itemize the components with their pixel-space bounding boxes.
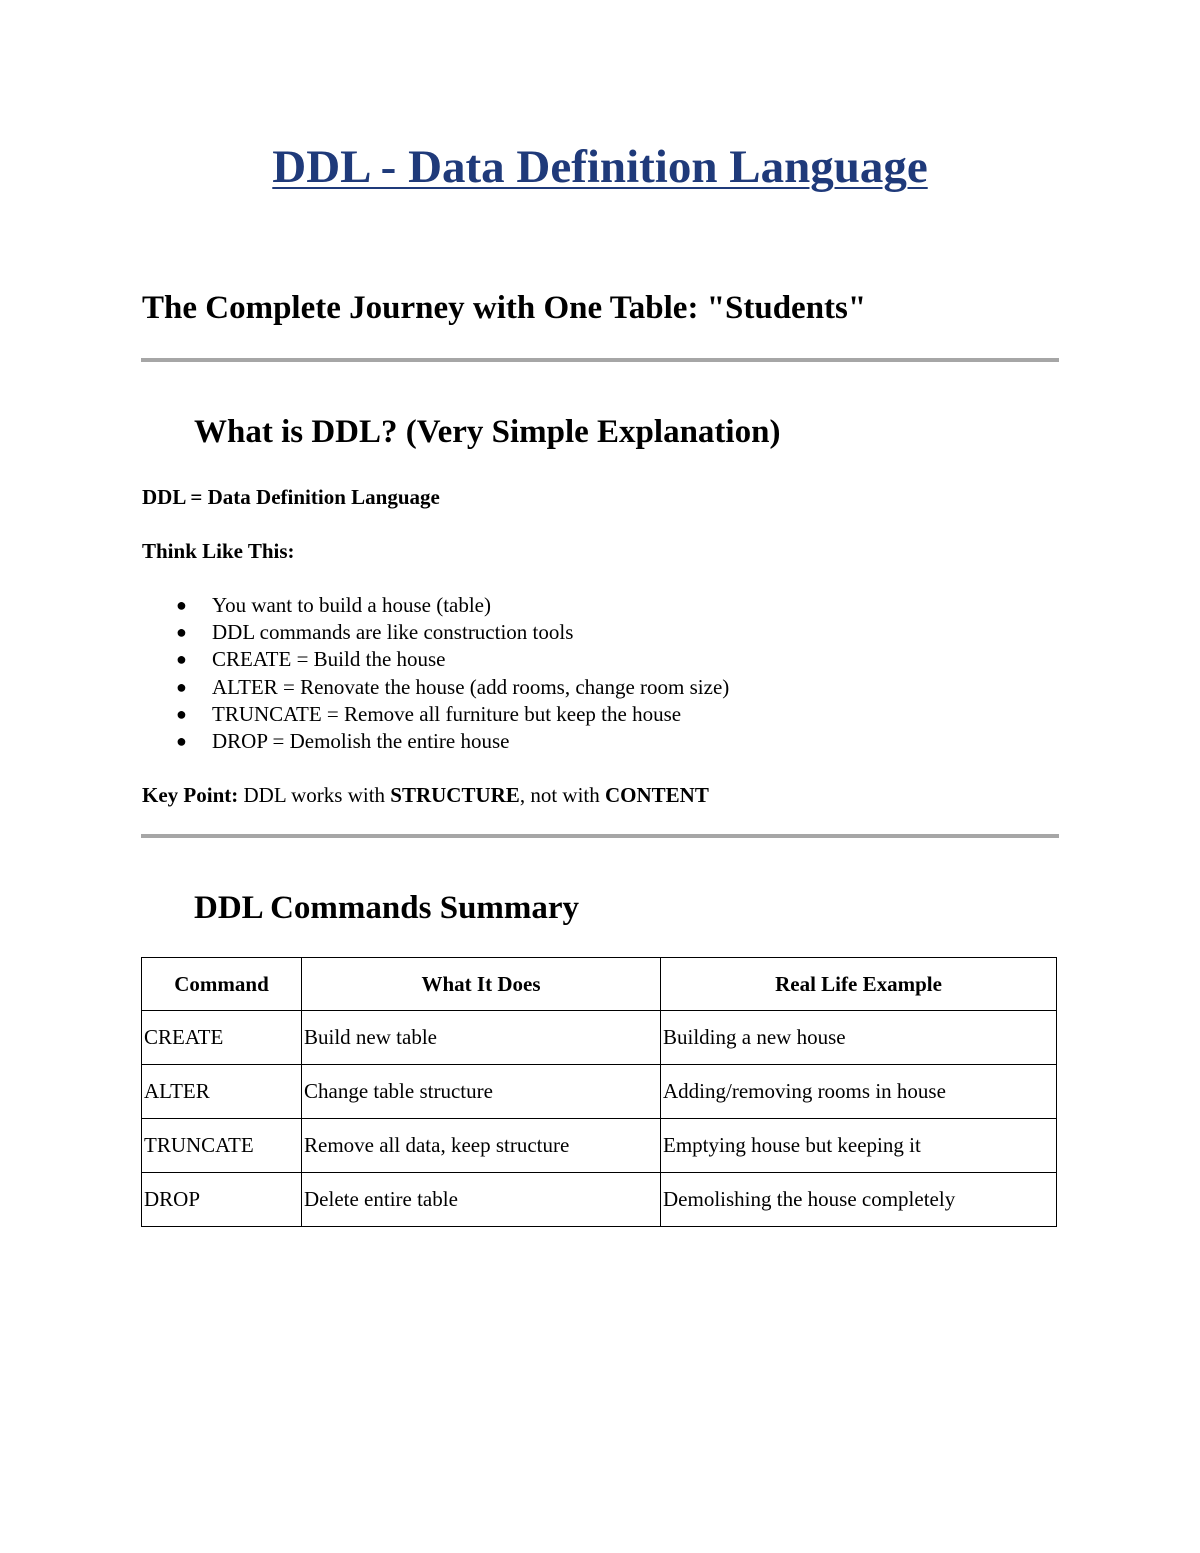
list-item [142, 728, 729, 755]
list-item [142, 646, 729, 673]
document-subtitle: The Complete Journey with One Table: "Students" [142, 290, 867, 326]
table-row [142, 1119, 1057, 1173]
table-cell: Delete entire table [302, 1173, 661, 1227]
table-header-row [142, 958, 1057, 1011]
list-item [142, 619, 729, 646]
list-item-text: CREATE = Build the house [212, 647, 446, 672]
table-row [142, 1065, 1057, 1119]
table-cell: ALTER [142, 1065, 302, 1119]
list-item-text: DDL commands are like construction tools [212, 620, 574, 645]
section-heading-commands-summary: DDL Commands Summary [194, 890, 580, 926]
horizontal-rule [141, 358, 1059, 362]
table-row [142, 1011, 1057, 1065]
list-item [142, 592, 729, 619]
list-item [142, 701, 729, 728]
table-cell: CREATE [142, 1011, 302, 1065]
key-point-content: CONTENT [604, 783, 709, 807]
column-header-what-it-does: What It Does [302, 958, 661, 1011]
bullet-icon: ● [176, 703, 187, 724]
list-item-text: DROP = Demolish the entire house [212, 728, 510, 753]
document-title: DDL - Data Definition Language [272, 141, 928, 193]
table-cell: Change table structure [302, 1065, 661, 1119]
horizontal-rule [141, 834, 1059, 838]
section-heading-what-is-ddl: What is DDL? (Very Simple Explanation) [194, 414, 781, 450]
list-item-text: TRUNCATE = Remove all furniture but keep the house [212, 701, 682, 726]
list-item [142, 674, 729, 701]
bullet-icon: ● [176, 649, 187, 670]
think-like-this-label: Think Like This: [142, 539, 295, 563]
table-cell: Building a new house [661, 1011, 1057, 1065]
table-cell: DROP [142, 1173, 302, 1227]
column-header-real-life-example: Real Life Example [661, 958, 1057, 1011]
table-cell: TRUNCATE [142, 1119, 302, 1173]
table-cell: Emptying house but keeping it [661, 1119, 1057, 1173]
table-cell: Adding/removing rooms in house [661, 1065, 1057, 1119]
table-row [142, 1173, 1057, 1227]
list-item-text: ALTER = Renovate the house (add rooms, change room size) [212, 674, 730, 699]
ddl-definition: DDL = Data Definition Language [142, 485, 440, 509]
bullet-icon: ● [176, 622, 187, 643]
analogy-bullet-list [142, 592, 729, 755]
column-header-command: Command [142, 958, 302, 1011]
key-point-structure: STRUCTURE [390, 783, 520, 807]
ddl-commands-table [141, 957, 1057, 1227]
bullet-icon: ● [176, 730, 187, 751]
table-cell: Remove all data, keep structure [302, 1119, 661, 1173]
list-item-text: You want to build a house (table) [212, 593, 491, 617]
key-point-label: Key Point: [142, 783, 239, 807]
bullet-icon: ● [176, 676, 187, 697]
table-cell: Demolishing the house completely [661, 1173, 1057, 1227]
key-point-text: , not with [519, 783, 605, 807]
table-cell: Build new table [302, 1011, 661, 1065]
bullet-icon: ● [176, 595, 187, 615]
key-point-text: DDL works with [238, 783, 391, 807]
key-point-paragraph [142, 782, 709, 808]
